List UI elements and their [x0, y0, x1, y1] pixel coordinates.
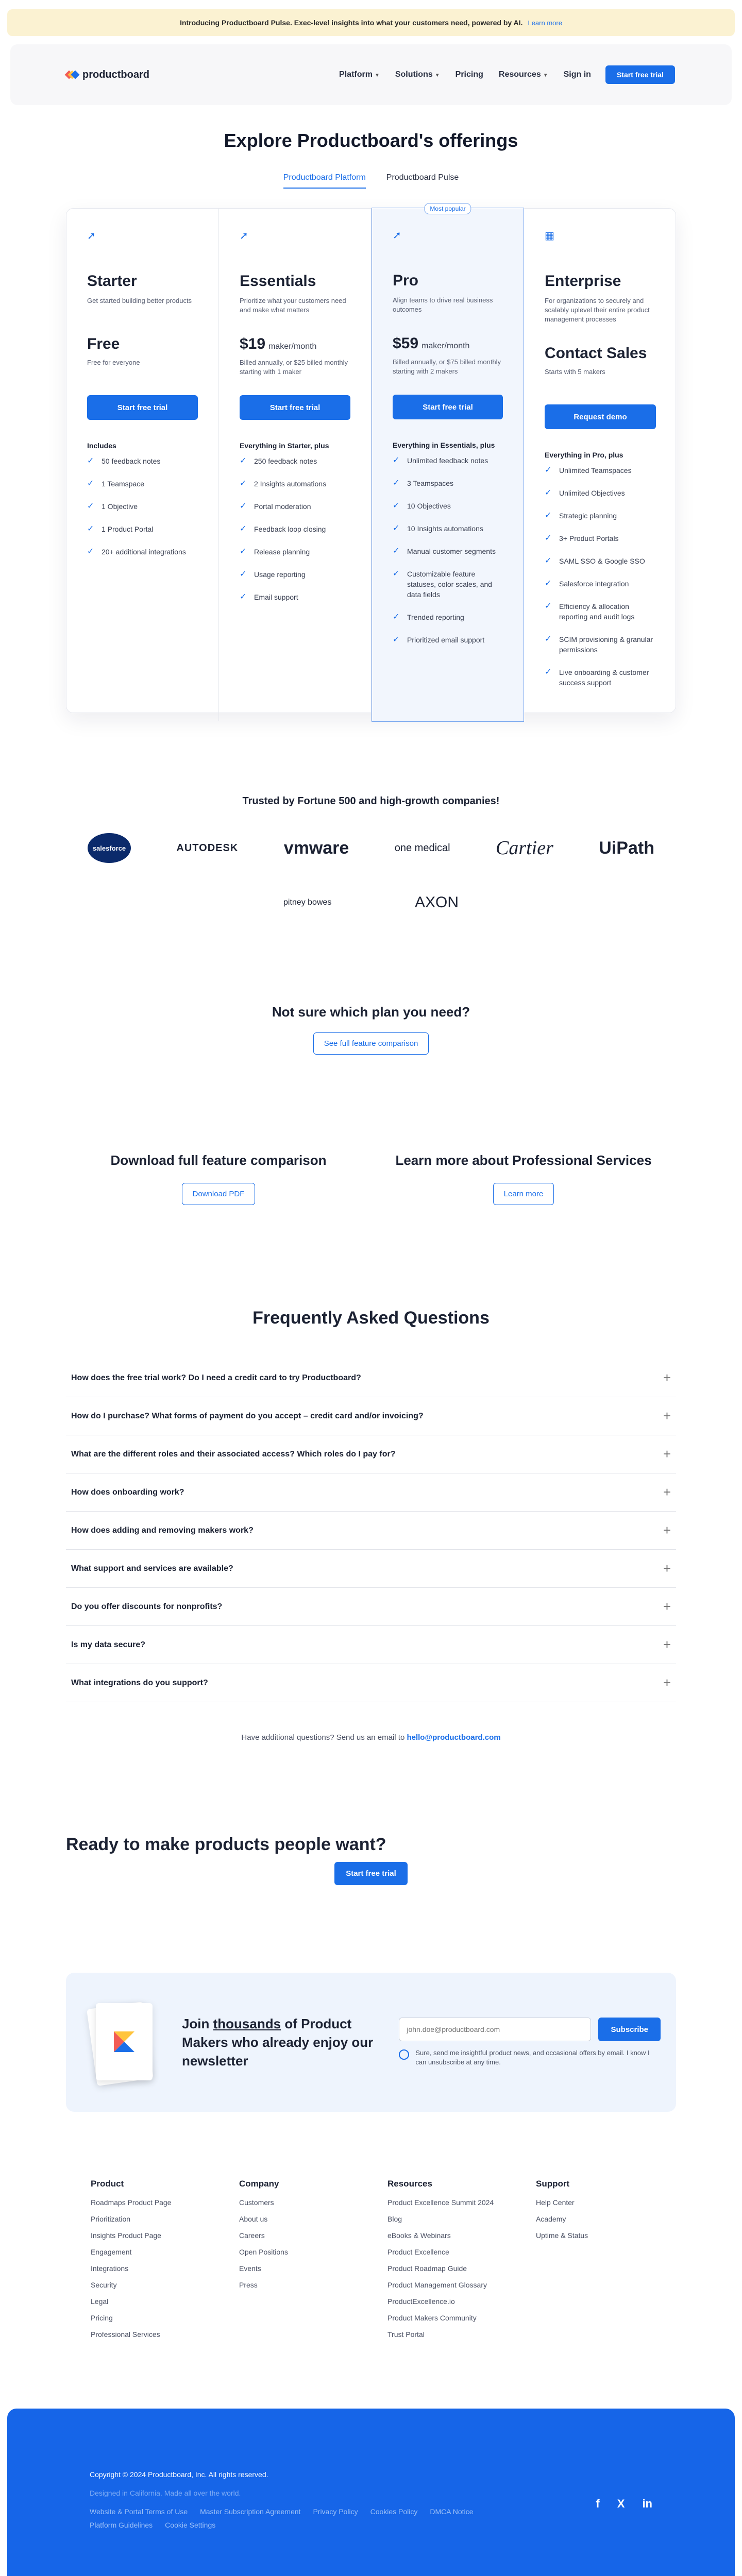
plan-cta-button[interactable]: Start free trial: [240, 395, 350, 420]
plan-cta-button[interactable]: Start free trial: [87, 395, 198, 420]
feature-item: ✓ Feedback loop closing: [240, 524, 326, 533]
sitemap-link[interactable]: Product Roadmap Guide: [387, 2264, 467, 2273]
faq-question: Do you offer discounts for nonprofits?: [71, 1602, 223, 1611]
plus-icon: +: [663, 1637, 671, 1652]
plan-price-note: Billed annually, or $25 billed monthly starting with 1 maker: [240, 359, 348, 376]
social-links: [596, 2497, 652, 2511]
check-icon: ✓: [240, 456, 247, 465]
nav-sign-in[interactable]: Sign in: [563, 70, 591, 79]
plan-features-heading: Includes: [87, 442, 116, 450]
feature-item: ✓ 10 Insights automations: [393, 524, 483, 533]
customer-logos-row2: [283, 894, 459, 911]
check-icon: ✓: [240, 524, 247, 533]
uipath-logo: UiPath: [599, 838, 654, 858]
sitemap-link[interactable]: Blog: [387, 2215, 402, 2223]
plan-features: [87, 456, 198, 557]
feature-item: ✓ 1 Product Portal: [87, 524, 154, 533]
legal-link[interactable]: Platform Guidelines: [90, 2521, 153, 2529]
sitemap-link[interactable]: Uptime & Status: [536, 2231, 588, 2240]
check-icon: ✓: [393, 547, 400, 555]
check-icon: ✓: [545, 635, 552, 643]
faq-item[interactable]: [66, 1512, 676, 1550]
sitemap-heading: Product: [91, 2179, 124, 2189]
faq-item[interactable]: [66, 1626, 676, 1664]
newsletter-consent: [399, 2048, 661, 2067]
sitemap-link[interactable]: Security: [91, 2281, 117, 2289]
faq-item[interactable]: [66, 1664, 676, 1702]
footer: [7, 2409, 735, 2576]
plan-description: Align teams to drive real business outcomes: [393, 296, 493, 313]
autodesk-logo: AUTODESK: [176, 842, 239, 854]
cta-section: [66, 1835, 676, 1885]
sitemap-link[interactable]: Engagement: [91, 2248, 132, 2256]
sitemap-heading: Resources: [387, 2179, 432, 2189]
productboard-mark-icon: [111, 2029, 137, 2055]
check-icon: ✓: [393, 524, 400, 533]
page-title: Explore Productboard's offerings: [224, 130, 518, 151]
newsletter-email-input[interactable]: [399, 2018, 591, 2041]
sitemap-link[interactable]: Academy: [536, 2215, 566, 2223]
consent-radio[interactable]: [399, 2049, 409, 2060]
chevron-down-icon: ▼: [374, 73, 380, 78]
legal-link[interactable]: Cookie Settings: [165, 2521, 216, 2529]
sitemap-link[interactable]: Customers: [239, 2198, 274, 2207]
plus-icon: +: [663, 1675, 671, 1690]
feature-item: ✓ Unlimited Teamspaces: [545, 466, 632, 474]
check-icon: ✓: [87, 547, 94, 556]
offering-tabs: [0, 173, 742, 189]
learn-more-button[interactable]: Learn more: [493, 1183, 554, 1205]
faq-section: [66, 1308, 676, 1742]
plan-price-unit: maker/month: [268, 342, 317, 351]
sitemap-link[interactable]: Trust Portal: [387, 2330, 425, 2338]
feature-item: ✓ SAML SSO & Google SSO: [545, 556, 645, 565]
feature-item: ✓ Unlimited feedback notes: [393, 456, 488, 465]
sitemap-column: [387, 2179, 536, 2347]
rocket-icon: ➚: [87, 230, 96, 242]
announcement-banner: [7, 9, 735, 36]
feature-item: ✓ Live onboarding & customer success support: [545, 668, 649, 687]
sitemap-column: [239, 2179, 387, 2347]
faq-item[interactable]: [66, 1473, 676, 1512]
tab-pulse[interactable]: Productboard Pulse: [386, 173, 459, 182]
plan-name: Enterprise: [545, 273, 621, 290]
sitemap-link[interactable]: Legal: [91, 2297, 109, 2306]
plan-cta-button[interactable]: Request demo: [545, 404, 656, 429]
feature-item: ✓ 3+ Product Portals: [545, 534, 619, 543]
nav-solutions[interactable]: Solutions ▼: [395, 70, 440, 79]
check-icon: ✓: [545, 534, 552, 543]
nav-start-trial-button[interactable]: Start free trial: [605, 65, 675, 84]
building-icon: ▦: [545, 230, 554, 242]
chevron-down-icon: ▼: [543, 73, 548, 78]
chevron-down-icon: ▼: [434, 73, 440, 78]
plan-price: $19: [240, 335, 266, 352]
plan-price-note: Starts with 5 makers: [545, 368, 605, 376]
plan-3: [372, 205, 524, 722]
feature-item: ✓ 3 Teamspaces: [393, 479, 454, 487]
newsletter-title: Join thousands of Product Makers who already enjoy our newsletter: [181, 2016, 374, 2069]
plus-icon: +: [663, 1446, 671, 1462]
plan-price-note: Billed annually, or $75 billed monthly starting with 2 makers: [393, 358, 501, 375]
feature-item: ✓ Release planning: [240, 547, 310, 556]
plan-help-section: [0, 1004, 742, 1055]
feature-item: ✓ 20+ additional integrations: [87, 547, 186, 556]
plan-price-row: [87, 335, 198, 353]
plan-4: [524, 209, 677, 721]
customer-logos: [88, 833, 654, 863]
trusted-title: Trusted by Fortune 500 and high-growth companies!: [242, 795, 500, 807]
faq-list: [66, 1359, 676, 1702]
check-icon: ✓: [393, 501, 400, 510]
faq-question: How does adding and removing makers work?: [71, 1526, 254, 1535]
plan-features: [240, 456, 350, 602]
feature-item: ✓ 250 feedback notes: [240, 456, 317, 465]
plan-cta-button[interactable]: Start free trial: [393, 395, 503, 419]
legal-link[interactable]: Cookies Policy: [370, 2507, 418, 2516]
plan-features: [393, 455, 503, 645]
made-in: Designed in California. Made all over the world.: [90, 2489, 241, 2497]
feature-item: ✓ 1 Teamspace: [87, 479, 145, 488]
plan-price: Contact Sales: [545, 345, 647, 362]
check-icon: ✓: [545, 668, 552, 676]
feature-comparison-button[interactable]: See full feature comparison: [313, 1032, 429, 1055]
check-icon: ✓: [240, 570, 247, 579]
plus-icon: +: [663, 1522, 671, 1538]
productboard-logo-icon: [66, 70, 78, 79]
feature-item: ✓ 50 feedback notes: [87, 456, 161, 465]
plan-features: [545, 465, 656, 688]
plan-features-heading: Everything in Pro, plus: [545, 451, 623, 459]
plan-name: Starter: [87, 273, 137, 290]
most-popular-badge: Most popular: [424, 203, 471, 214]
plus-icon: +: [663, 1599, 671, 1614]
rocket-icon: ➚: [393, 230, 401, 241]
plan-name: Pro: [393, 272, 419, 289]
check-icon: ✓: [240, 502, 247, 511]
check-icon: ✓: [240, 547, 247, 556]
cta-title: Ready to make products people want?: [66, 1835, 386, 1854]
professional-services-title: Learn more about Professional Services: [395, 1153, 652, 1168]
faq-item[interactable]: [66, 1359, 676, 1397]
plan-price: Free: [87, 335, 120, 352]
banner-learn-more-link[interactable]: Learn more: [528, 19, 562, 27]
faq-question: How does the free trial work? Do I need a credit card to try Productboard?: [71, 1373, 361, 1382]
plan-price-row: [240, 335, 350, 353]
tab-platform[interactable]: Productboard Platform: [283, 173, 366, 189]
sitemap-heading: Company: [239, 2179, 279, 2189]
legal-link[interactable]: Master Subscription Agreement: [200, 2507, 301, 2516]
sitemap-link[interactable]: Product Makers Community: [387, 2314, 477, 2322]
plan-1: [66, 209, 219, 721]
faq-contact-text: Have additional questions? Send us an email to: [241, 1733, 405, 1742]
feature-item: ✓ Portal moderation: [240, 502, 311, 511]
feature-item: ✓ Email support: [240, 592, 298, 601]
one-medical-logo: one medical: [394, 842, 450, 854]
plan-price: $59: [393, 335, 419, 352]
faq-item[interactable]: [66, 1397, 676, 1435]
faq-question: What support and services are available?: [71, 1564, 233, 1573]
faq-question: What integrations do you support?: [71, 1678, 208, 1687]
newsletter-form: [399, 2018, 661, 2067]
check-icon: ✓: [393, 456, 400, 465]
check-icon: ✓: [393, 613, 400, 621]
nav-links: [339, 70, 591, 79]
footer-sitemap: [66, 2179, 676, 2347]
faq-item[interactable]: [66, 1550, 676, 1588]
feature-item: ✓ Unlimited Objectives: [545, 488, 625, 497]
explore-section: [0, 130, 742, 189]
linkedin-icon[interactable]: in: [642, 2497, 652, 2510]
top-navigation: [10, 44, 732, 105]
feature-item: ✓ Prioritized email support: [393, 635, 485, 644]
plan-price-unit: maker/month: [421, 342, 470, 350]
x-icon[interactable]: X: [617, 2497, 625, 2510]
sitemap-link[interactable]: About us: [239, 2215, 268, 2223]
salesforce-logo: salesforce: [88, 833, 131, 863]
sitemap-link[interactable]: Insights Product Page: [91, 2231, 161, 2240]
feature-item: ✓ Trended reporting: [393, 613, 464, 621]
feature-item: ✓ Manual customer segments: [393, 547, 496, 555]
sitemap-link[interactable]: Professional Services: [91, 2330, 160, 2338]
nav-platform[interactable]: Platform ▼: [339, 70, 380, 79]
sitemap-link[interactable]: Help Center: [536, 2198, 575, 2207]
check-icon: ✓: [240, 479, 247, 488]
pricing-plans: [66, 205, 676, 713]
sitemap-link[interactable]: Pricing: [91, 2314, 113, 2322]
check-icon: ✓: [545, 602, 552, 611]
feature-item: ✓ 1 Objective: [87, 502, 138, 511]
facebook-icon[interactable]: f: [596, 2497, 600, 2510]
plan-features-heading: Everything in Essentials, plus: [393, 441, 495, 449]
plan-features-heading: Everything in Starter, plus: [240, 442, 329, 450]
faq-question: Is my data secure?: [71, 1640, 146, 1649]
sitemap-link[interactable]: Open Positions: [239, 2248, 288, 2256]
check-icon: ✓: [87, 456, 94, 465]
nav-pricing[interactable]: Pricing: [455, 70, 483, 79]
check-icon: ✓: [545, 579, 552, 588]
consent-text: Sure, send me insightful product news, and occasional offers by email. I know I can unsubscribe at any time.: [415, 2049, 650, 2066]
check-icon: ✓: [87, 524, 94, 533]
productboard-logo[interactable]: [66, 69, 149, 81]
newsletter-illustration: [92, 2001, 151, 2083]
axon-logo: AXON: [414, 894, 459, 911]
plus-icon: +: [663, 1484, 671, 1500]
faq-question: How does onboarding work?: [71, 1487, 184, 1497]
legal-link[interactable]: Website & Portal Terms of Use: [90, 2507, 188, 2516]
feature-item: ✓ SCIM provisioning & granular permissions: [545, 635, 653, 654]
check-icon: ✓: [545, 466, 552, 474]
sitemap-link[interactable]: Careers: [239, 2231, 265, 2240]
cta-start-trial-button[interactable]: Start free trial: [334, 1862, 408, 1885]
cartier-logo: Cartier: [495, 837, 553, 859]
plan-name: Essentials: [240, 273, 316, 290]
check-icon: ✓: [393, 569, 400, 578]
rocket-icon: ➚: [240, 230, 248, 242]
check-icon: ✓: [545, 556, 552, 565]
nav-resources[interactable]: Resources ▼: [498, 70, 548, 79]
check-icon: ✓: [545, 488, 552, 497]
feature-item: ✓ Customizable feature statuses, color scales, and data fields: [393, 569, 492, 599]
newsletter-section: [66, 1973, 676, 2112]
legal-links: [90, 2506, 533, 2530]
legal-link[interactable]: Privacy Policy: [313, 2507, 358, 2516]
download-comparison: [66, 1153, 371, 1205]
sitemap-link[interactable]: Roadmaps Product Page: [91, 2198, 172, 2207]
legal-link[interactable]: DMCA Notice: [430, 2507, 474, 2516]
plan-help-title: Not sure which plan you need?: [272, 1004, 470, 1020]
sitemap-link[interactable]: Product Excellence Summit 2024: [387, 2198, 494, 2207]
sitemap-link[interactable]: Product Management Glossary: [387, 2281, 487, 2289]
check-icon: ✓: [393, 635, 400, 644]
sitemap-link[interactable]: Press: [239, 2281, 258, 2289]
plan-description: Get started building better products: [87, 297, 192, 304]
plus-icon: +: [663, 1561, 671, 1576]
plan-price-row: [393, 335, 503, 352]
feature-item: ✓ Efficiency & allocation reporting and audit logs: [545, 602, 635, 621]
plus-icon: +: [663, 1370, 671, 1385]
plan-description: Prioritize what your customers need and make what matters: [240, 297, 346, 314]
faq-title: Frequently Asked Questions: [252, 1308, 490, 1328]
faq-question: How do I purchase? What forms of payment do you accept – credit card and/or invoicing?: [71, 1411, 424, 1420]
faq-item[interactable]: [66, 1435, 676, 1473]
sitemap-heading: Support: [536, 2179, 570, 2189]
sitemap-link[interactable]: Integrations: [91, 2264, 129, 2273]
sitemap-column: [536, 2179, 684, 2347]
plan-2: [219, 209, 372, 721]
subscribe-button[interactable]: Subscribe: [598, 2018, 661, 2041]
check-icon: ✓: [87, 502, 94, 511]
download-comparison-title: Download full feature comparison: [110, 1153, 327, 1168]
contact-email-link[interactable]: hello@productboard.com: [407, 1733, 501, 1742]
faq-contact: [66, 1733, 676, 1742]
check-icon: ✓: [545, 511, 552, 520]
pitney-bowes-logo: pitney bowes: [283, 898, 332, 907]
banner-text: Introducing Productboard Pulse. Exec-level insights into what your customers need, powered by AI.: [180, 19, 523, 27]
sitemap-link[interactable]: Events: [239, 2264, 261, 2273]
check-icon: ✓: [240, 592, 247, 601]
plan-price-note: Free for everyone: [87, 359, 140, 366]
check-icon: ✓: [87, 479, 94, 488]
faq-item[interactable]: [66, 1588, 676, 1626]
faq-question: What are the different roles and their associated access? Which roles do I pay for?: [71, 1449, 396, 1459]
plan-description: For organizations to securely and scalably uplevel their entire product management processes: [545, 297, 650, 323]
copyright: Copyright © 2024 Productboard, Inc. All rights reserved.: [90, 2470, 268, 2479]
sitemap-link[interactable]: Product Excellence: [387, 2248, 449, 2256]
sitemap-link[interactable]: Prioritization: [91, 2215, 131, 2223]
feature-item: ✓ Salesforce integration: [545, 579, 629, 588]
feature-item: ✓ 10 Objectives: [393, 501, 451, 510]
download-pdf-button[interactable]: Download PDF: [182, 1183, 256, 1205]
sitemap-column: [91, 2179, 239, 2347]
feature-item: ✓ Strategic planning: [545, 511, 617, 520]
logo-text: productboard: [82, 69, 149, 80]
professional-services: [371, 1153, 676, 1205]
downloads-section: [66, 1153, 676, 1205]
feature-item: ✓ 2 Insights automations: [240, 479, 327, 488]
check-icon: ✓: [393, 479, 400, 487]
feature-item: ✓ Usage reporting: [240, 570, 306, 579]
vmware-logo: vmware: [283, 838, 349, 858]
plus-icon: +: [663, 1408, 671, 1423]
sitemap-link[interactable]: eBooks & Webinars: [387, 2231, 451, 2240]
sitemap-link[interactable]: ProductExcellence.io: [387, 2297, 455, 2306]
plan-price-row: [545, 345, 656, 362]
